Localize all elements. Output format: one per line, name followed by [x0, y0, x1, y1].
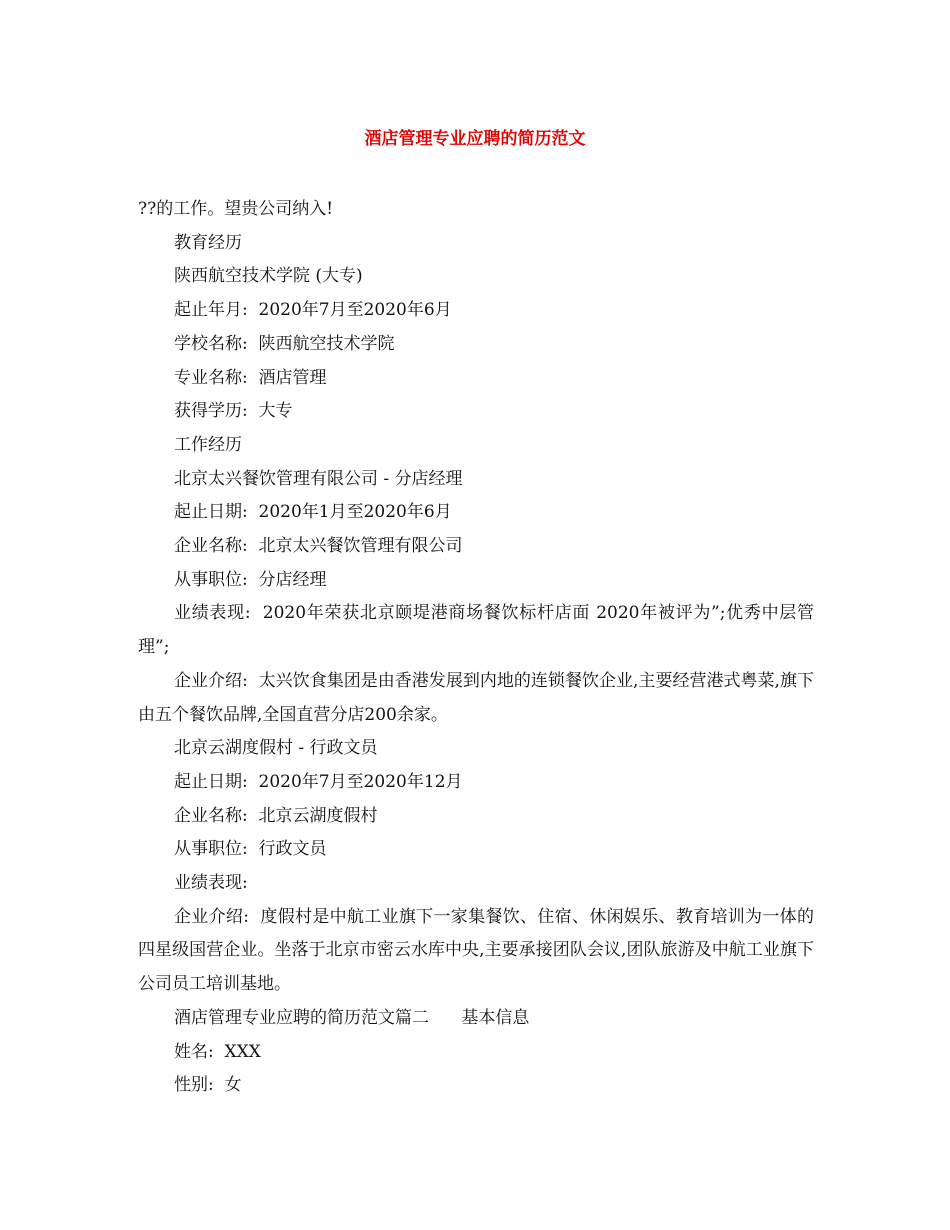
paragraph: 起止日期: 2020年1月至2020年6月: [174, 502, 452, 523]
document-title: 酒店管理专业应聘的简历范文: [364, 129, 586, 149]
paragraph: 从事职位: 行政文员: [174, 839, 327, 860]
paragraph: 起止年月: 2020年7月至2020年6月: [174, 300, 452, 321]
paragraph: 学校名称: 陕西航空技术学院: [174, 333, 395, 354]
paragraph: 企业名称: 北京云湖度假村: [174, 805, 378, 826]
paragraph: 业绩表现:: [174, 873, 248, 894]
paragraph: 起止日期: 2020年7月至2020年12月: [174, 771, 463, 792]
paragraph: 从事职位: 分店经理: [174, 569, 327, 590]
paragraph: 企业名称: 北京太兴餐饮管理有限公司: [174, 536, 463, 557]
paragraph: 北京云湖度假村 - 行政文员: [174, 738, 378, 759]
section-heading-education: 教育经历: [174, 232, 242, 253]
paragraph: 北京太兴餐饮管理有限公司 - 分店经理: [174, 468, 463, 489]
paragraph: 陕西航空技术学院 (大专): [174, 266, 363, 287]
paragraph: 获得学历: 大专: [174, 401, 293, 422]
paragraph: 业绩表现: 2020年荣获北京颐堤港商场餐饮标杆店面 2020年被评为”;优秀中层管理”;: [138, 603, 814, 658]
section-heading-work: 工作经历: [174, 434, 242, 455]
paragraph: ??的工作。望贵公司纳入!: [138, 199, 334, 219]
paragraph: 酒店管理专业应聘的简历范文篇二 基本信息: [174, 1007, 530, 1028]
paragraph: 专业名称: 酒店管理: [174, 367, 327, 388]
document-body: [138, 193, 814, 1103]
paragraph: 企业介绍: 度假村是中航工业旗下一家集餐饮、住宿、休闲娱乐、教育培训为一体的四星级国营企业。坐落于北京市密云水库中央,主要承接团队会议,团队旅游及中航工业旗下公司员工培训基地。: [138, 906, 814, 995]
paragraph: 姓名: XXX: [174, 1041, 261, 1062]
paragraph: 企业介绍: 太兴饮食集团是由香港发展到内地的连锁餐饮企业,主要经营港式粤菜,旗下由五个餐饮品牌,全国直营分店200余家。: [138, 670, 814, 725]
paragraph: 性别: 女: [174, 1075, 242, 1096]
